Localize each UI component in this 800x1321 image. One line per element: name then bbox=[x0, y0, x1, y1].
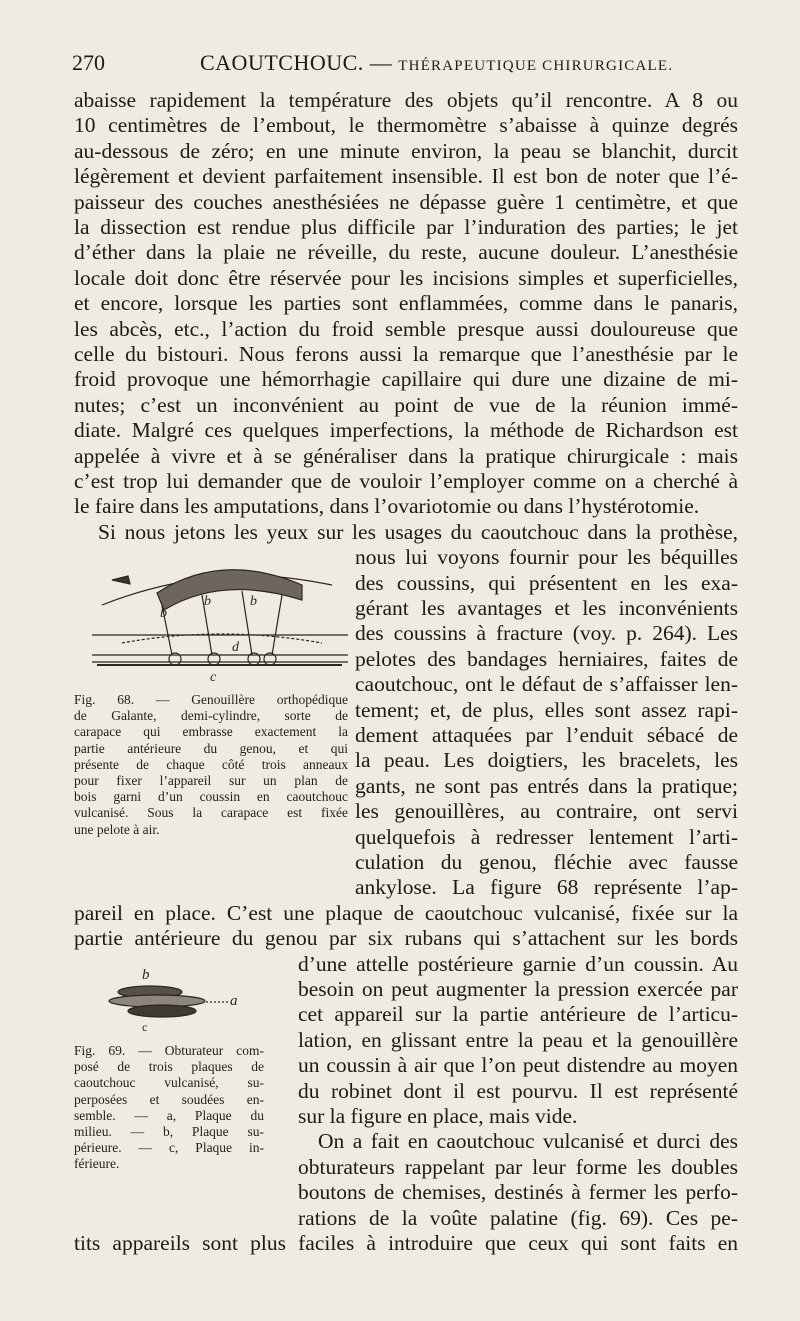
caption-line: pour fixer l’appareil sur un plan de bbox=[74, 773, 348, 789]
figure-69-obturator-illustration bbox=[102, 965, 252, 1035]
paragraph-line: On a fait en caoutchouc vulcanisé et durci des bbox=[318, 1129, 738, 1154]
header-title: CAOUTCHOUC. bbox=[200, 50, 364, 75]
paragraph-line: des coussins, qui présentent en les exa- bbox=[355, 570, 738, 595]
caption-line: milieu. — b, Plaque su- bbox=[74, 1124, 264, 1140]
fig69-label-c: c bbox=[142, 1020, 148, 1034]
page-number: 270 bbox=[72, 50, 105, 75]
figure-68-knee-brace-illustration bbox=[92, 555, 348, 685]
caption-line: vulcanisé. Sous la carapace est fixée bbox=[74, 805, 348, 821]
paragraph-line: gérant les avantages et les inconvénients bbox=[355, 596, 738, 620]
caption-line: caoutchouc vulcanisé, su- bbox=[74, 1075, 264, 1091]
paragraph-line: la peau. Les doigtiers, les bracelets, les bbox=[355, 748, 738, 773]
fig68-label-d: d bbox=[232, 640, 239, 655]
paragraph-line: cet appareil sur la partie antérieure de l’articu- bbox=[298, 1002, 738, 1027]
paragraph-line: légèrement et devient parfaitement insensible. Il est bon de noter que l’é- bbox=[74, 164, 738, 189]
paragraph-line: partie antérieure du genou par six rubans qui s’attachent sur les bords bbox=[74, 926, 738, 951]
paragraph-line: nutes; c’est un inconvénient au point de vue de la réunion immé- bbox=[74, 392, 738, 417]
paragraph-line: d’une attelle postérieure garnie d’un coussin. Au bbox=[298, 951, 738, 976]
paragraph-line: paisseur des couches anesthésiées ne dépasse guère 1 centimètre, et que bbox=[74, 189, 738, 214]
caption-line: périeure. — c, Plaque in- bbox=[74, 1140, 264, 1156]
paragraph-line: boutons de chemises, destinés à fermer les perfo- bbox=[298, 1180, 738, 1205]
paragraph-line: lation, en glissant entre la peau et la genouillère bbox=[298, 1027, 738, 1052]
caption-line: semble. — a, Plaque du bbox=[74, 1107, 264, 1123]
paragraph-line: d’éther dans la plaie ne réveille, du reste, aucune douleur. L’anesthésie bbox=[74, 240, 738, 265]
caption-line: Fig. 68. — Genouillère orthopédique bbox=[74, 692, 348, 707]
header-dash: — bbox=[369, 50, 393, 75]
paragraph-line: obturateurs rappelant par leur forme les doubles bbox=[298, 1154, 738, 1179]
paragraph-line: caoutchouc, ont le défaut de s’affaisser len- bbox=[355, 672, 738, 697]
paragraph-line: du robinet dont il est pourvu. Il est représenté bbox=[298, 1078, 738, 1103]
paragraph-line: des coussins à fracture (voy. p. 264). Les bbox=[355, 621, 738, 646]
paragraph-line: abaisse rapidement la température des objets qu’il rencontre. A 8 ou bbox=[74, 88, 738, 112]
paragraph-line: la dissection est rendue plus difficile par l’induration des parties; le jet bbox=[74, 215, 738, 239]
paragraph-line: pelotes des bandages herniaires, faites de bbox=[355, 646, 738, 671]
paragraph-line: nous lui voyons fournir pour les béquilles bbox=[355, 545, 738, 570]
paragraph-line: besoin on peut augmenter la pression exercée par bbox=[298, 977, 738, 1001]
caption-line: présente de chaque côté trois anneaux bbox=[74, 756, 348, 772]
paragraph-line: tement; et, de plus, elles sont assez rapi- bbox=[355, 697, 738, 722]
paragraph-line: rations de la voûte palatine (fig. 69). Ces pe- bbox=[298, 1205, 738, 1230]
paragraph-line: au-dessous de zéro; en une minute environ, la peau se blanchit, durcit bbox=[74, 138, 738, 163]
running-title bbox=[200, 50, 673, 76]
figure-68-caption bbox=[74, 692, 348, 838]
paragraph-line: c’est trop lui demander que de vouloir l’employer comme on a cherché à bbox=[74, 469, 738, 493]
paragraph-line: les abcès, etc., l’action du froid semble presque aussi douloureuse que bbox=[74, 316, 738, 341]
caption-line: partie antérieure du genou, et qui bbox=[74, 740, 348, 756]
paragraph-line: tits appareils sont plus faciles à introduire que ceux qui sont faits en bbox=[74, 1231, 738, 1255]
paragraph-line: un coussin à air que l’on peut distendre au moyen bbox=[298, 1053, 738, 1078]
paragraph-line: Si nous jetons les yeux sur les usages du caoutchouc dans la prothèse, bbox=[98, 519, 738, 544]
caption-line: une pelote à air. bbox=[74, 821, 160, 837]
paragraph-line: culation du genou, fléchie avec fausse bbox=[355, 850, 738, 874]
figure-69-caption bbox=[74, 1043, 264, 1173]
caption-line: Fig. 69. — Obturateur com- bbox=[74, 1043, 264, 1058]
caption-line: carapace qui embrasse exactement la bbox=[74, 724, 348, 740]
paragraph-line: diate. Malgré ces quelques imperfections, la méthode de Richardson est bbox=[74, 418, 738, 443]
paragraph-line: les genouillères, au contraire, ont servi bbox=[355, 799, 738, 824]
paragraph-line: dement attaquées par l’enduit sébacé de bbox=[355, 723, 738, 747]
paragraph-line: le faire dans les amputations, dans l’ovariotomie ou dans l’hystérotomie. bbox=[74, 494, 700, 519]
fig68-label-b2: b bbox=[204, 594, 211, 609]
fig68-label-c: c bbox=[210, 670, 217, 685]
paragraph-line: sur la figure en place, mais vide. bbox=[298, 1104, 578, 1128]
header-subtitle: THÉRAPEUTIQUE CHIRURGICALE. bbox=[398, 58, 674, 74]
paragraph-line: ankylose. La figure 68 représente l’ap- bbox=[355, 875, 738, 900]
caption-line: perposées et soudées en- bbox=[74, 1091, 264, 1107]
fig69-label-b: b bbox=[142, 967, 150, 983]
caption-line: férieure. bbox=[74, 1156, 120, 1172]
fig68-label-b1: b bbox=[160, 606, 167, 621]
caption-line: de Galante, demi-cylindre, sorte de bbox=[74, 708, 348, 724]
paragraph-line: pareil en place. C’est une plaque de caoutchouc vulcanisé, fixée sur la bbox=[74, 900, 738, 925]
caption-line: posé de trois plaques de bbox=[74, 1059, 264, 1075]
paragraph-line: locale doit donc être réservée pour les incisions simples et superficielles, bbox=[74, 265, 738, 290]
paragraph-line: et encore, lorsque les parties sont enflammées, comme dans le panaris, bbox=[74, 291, 738, 316]
fig69-label-a: a bbox=[230, 993, 238, 1009]
caption-line: bois garni d’un coussin en caoutchouc bbox=[74, 789, 348, 805]
paragraph-line: gants, ne sont pas entrés dans la pratique; bbox=[355, 773, 738, 798]
running-header bbox=[72, 50, 738, 80]
paragraph-line: celle du bistouri. Nous ferons aussi la remarque que l’anesthésie par le bbox=[74, 342, 738, 366]
paragraph-line: 10 centimètres de l’embout, le thermomètre s’abaisse à quinze degrés bbox=[74, 113, 738, 138]
fig68-label-b3: b bbox=[250, 594, 257, 609]
paragraph-line: appelée à vivre et à se généraliser dans la pratique chirurgicale : mais bbox=[74, 443, 738, 468]
paragraph-line: froid provoque une hémorrhagie capillaire qui dure une dizaine de mi- bbox=[74, 367, 738, 392]
paragraph-line: quelquefois à redresser lentement l’arti- bbox=[355, 824, 738, 849]
